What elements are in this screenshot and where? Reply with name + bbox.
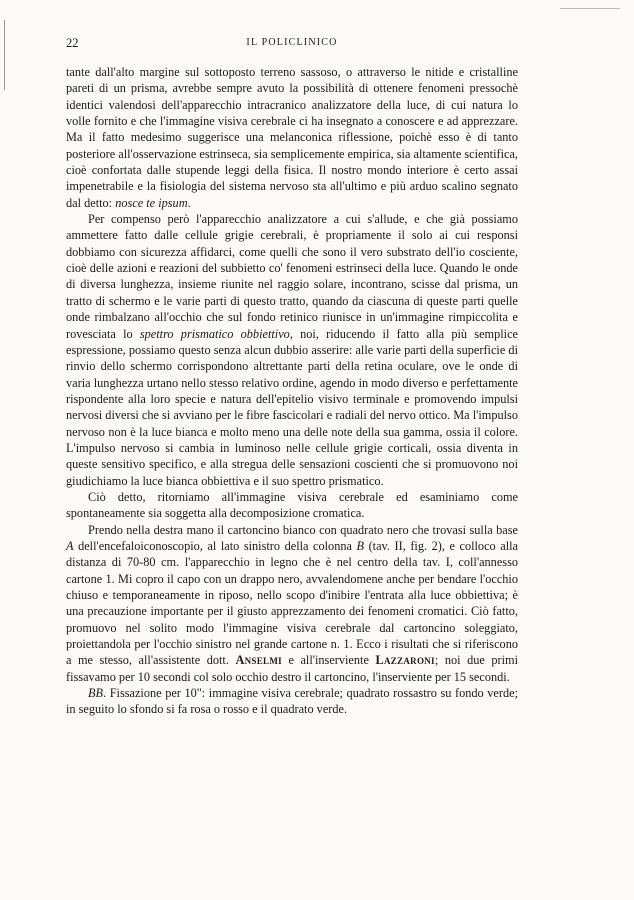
- scan-edge-mark: [4, 20, 5, 90]
- running-title: IL POLICLINICO: [246, 37, 338, 48]
- text-segment: . Fissazione per 10": immagine visiva cerebrale; quadrato rossastro su fondo verde; in seguito lo sfondo si fa rosa o rosso e il quadrato verde.: [66, 686, 518, 717]
- text-segment: tante dall'alto margine sul sottoposto terreno sassoso, o attraverso le nitide e cristalline pareti di un prisma, avrebbe sempre avuto la possibilità di ottenere fenomeni pressochè identici valendosi dell'apparecchio intracranico analizzatore della luce, di cui natura lo volle fornito e che l'immagine visiva cerebrale ci ha insegnato a conoscere e ad apprezzare. Ma il fatto medesimo suggerisce una melanconica riflessione, poichè esso è di tanto posteriore all'osservazione estrinseca, sia semplicemente empirica, sia altamente scientifica, cioè confortata dalle stupende leggi della fisica. Il nostro mondo interiore è certo assai impenetrabile e la fisiologia del sistema nervoso sta all'ultimo e più arduo scalino segnato dal detto:: [66, 65, 518, 210]
- text-segment: Ciò detto, ritorniamo all'immagine visiva cerebrale ed esaminiamo come spontaneamente sia soggetta alla decomposizione cromatica.: [66, 489, 518, 521]
- text-segment: B: [356, 538, 365, 553]
- paragraph-p1: [66, 64, 518, 211]
- text-segment: , noi, riducendo il fatto alla più semplice espressione, possiamo questo senza alcun dubbio asserire: alle varie parti della superficie di rinvio dello schermo corrispondono altrettante parti della retina oculare, ove le onde di varia lunghezza urtano nello stesso relativo ordine, agendo in modo diverso e perfettamente rispondente alla loro specie e natura dell'epitelio visivo terminale e promovendo impulsi nervosi diversi che si avviano per le fibre fascicolari e radiali del nervo ottico. Ma l'impulso nervoso non è la luce bianca e molto meno una delle note della sua gamma, ossia il colore. L'impulso nervoso si cambia in luminoso nelle cellule grigie corticali, ossia diventa in queste sensitivo specifico, e alla stregua delle sensazioni coscienti che si promuovono noi giudichiamo la luce bianca obbiettiva e il suo spettro prismatico.: [66, 326, 518, 488]
- text-segment: Per compenso però l'apparecchio analizzatore a cui s'allude, e che già possiamo ammettere fatto dalle cellule grigie cerebrali, è propriamente il solo ai cui responsi dobbiamo con sicurezza affidarci, come quelli che sono il vero substrato dell'io cosciente, cioè delle azioni e reazioni del subbietto co' fenomeni estrinseci della luce. Quando le onde di diversa lunghezza, insieme riunite nel raggio solare, incontrano, scisse dal prisma, un tratto di schermo e le varie parti di questo tratto, quando da ciascuna di queste parti quelle onde rimbalzano all'occhio che sul fondo retinico riunisce in un'immagine rimpiccolita e rovesciata lo: [66, 212, 518, 341]
- paragraph-p2: [66, 211, 518, 489]
- text-segment: Lazzaroni: [375, 653, 435, 668]
- scan-corner-mark: [560, 8, 620, 9]
- text-segment: Anselmi: [235, 653, 282, 668]
- text-segment: Prendo nella destra mano il cartoncino bianco con quadrato nero che trovasi sulla base: [88, 522, 518, 537]
- text-segment: spettro prismatico obbiettivo: [139, 326, 290, 341]
- text-segment: e all'inserviente: [281, 653, 376, 668]
- paragraph-p5: [66, 685, 518, 718]
- text-segment: BB: [88, 686, 104, 701]
- text-segment: A: [66, 538, 74, 553]
- text-segment: nosce te ipsum: [115, 195, 188, 210]
- text-segment: (tav. II, fig. 2), e colloco alla distanza di 70-80 cm. l'apparecchio in legno che è nel centro della tav. I, coll'annesso cartone 1. Mi copro il capo con un drappo nero, avvalendomene anche per bendare l'occhio chiuso e temporaneamente in riposo, nello scopo d'inibire l'entrata alla luce obbiettiva; è una precauzione importante per il giusto apprezzamento dei fenomeni cromatici. Ciò fatto, promuovo nel solito modo l'immagine visiva cerebrale dal cartoncino soleggiato, proiettandola per l'occhio sinistro nel grande cartone n. 1. Ecco i risultati che si riferiscono a me stesso, all'assistente dott.: [66, 538, 518, 668]
- text-segment: ; noi due primi fissavamo per 10 secondi col solo occhio destro il cartoncino, l'inserviente per 15 secondi.: [66, 653, 518, 684]
- page-header: [66, 36, 518, 52]
- paragraph-p4: [66, 522, 518, 685]
- page-number: 22: [66, 36, 79, 50]
- text-segment: .: [187, 195, 191, 210]
- article-body: [66, 64, 518, 718]
- paragraph-p3: [66, 489, 518, 522]
- text-segment: dell'encefaloiconoscopio, al lato sinistro della colonna: [73, 538, 357, 553]
